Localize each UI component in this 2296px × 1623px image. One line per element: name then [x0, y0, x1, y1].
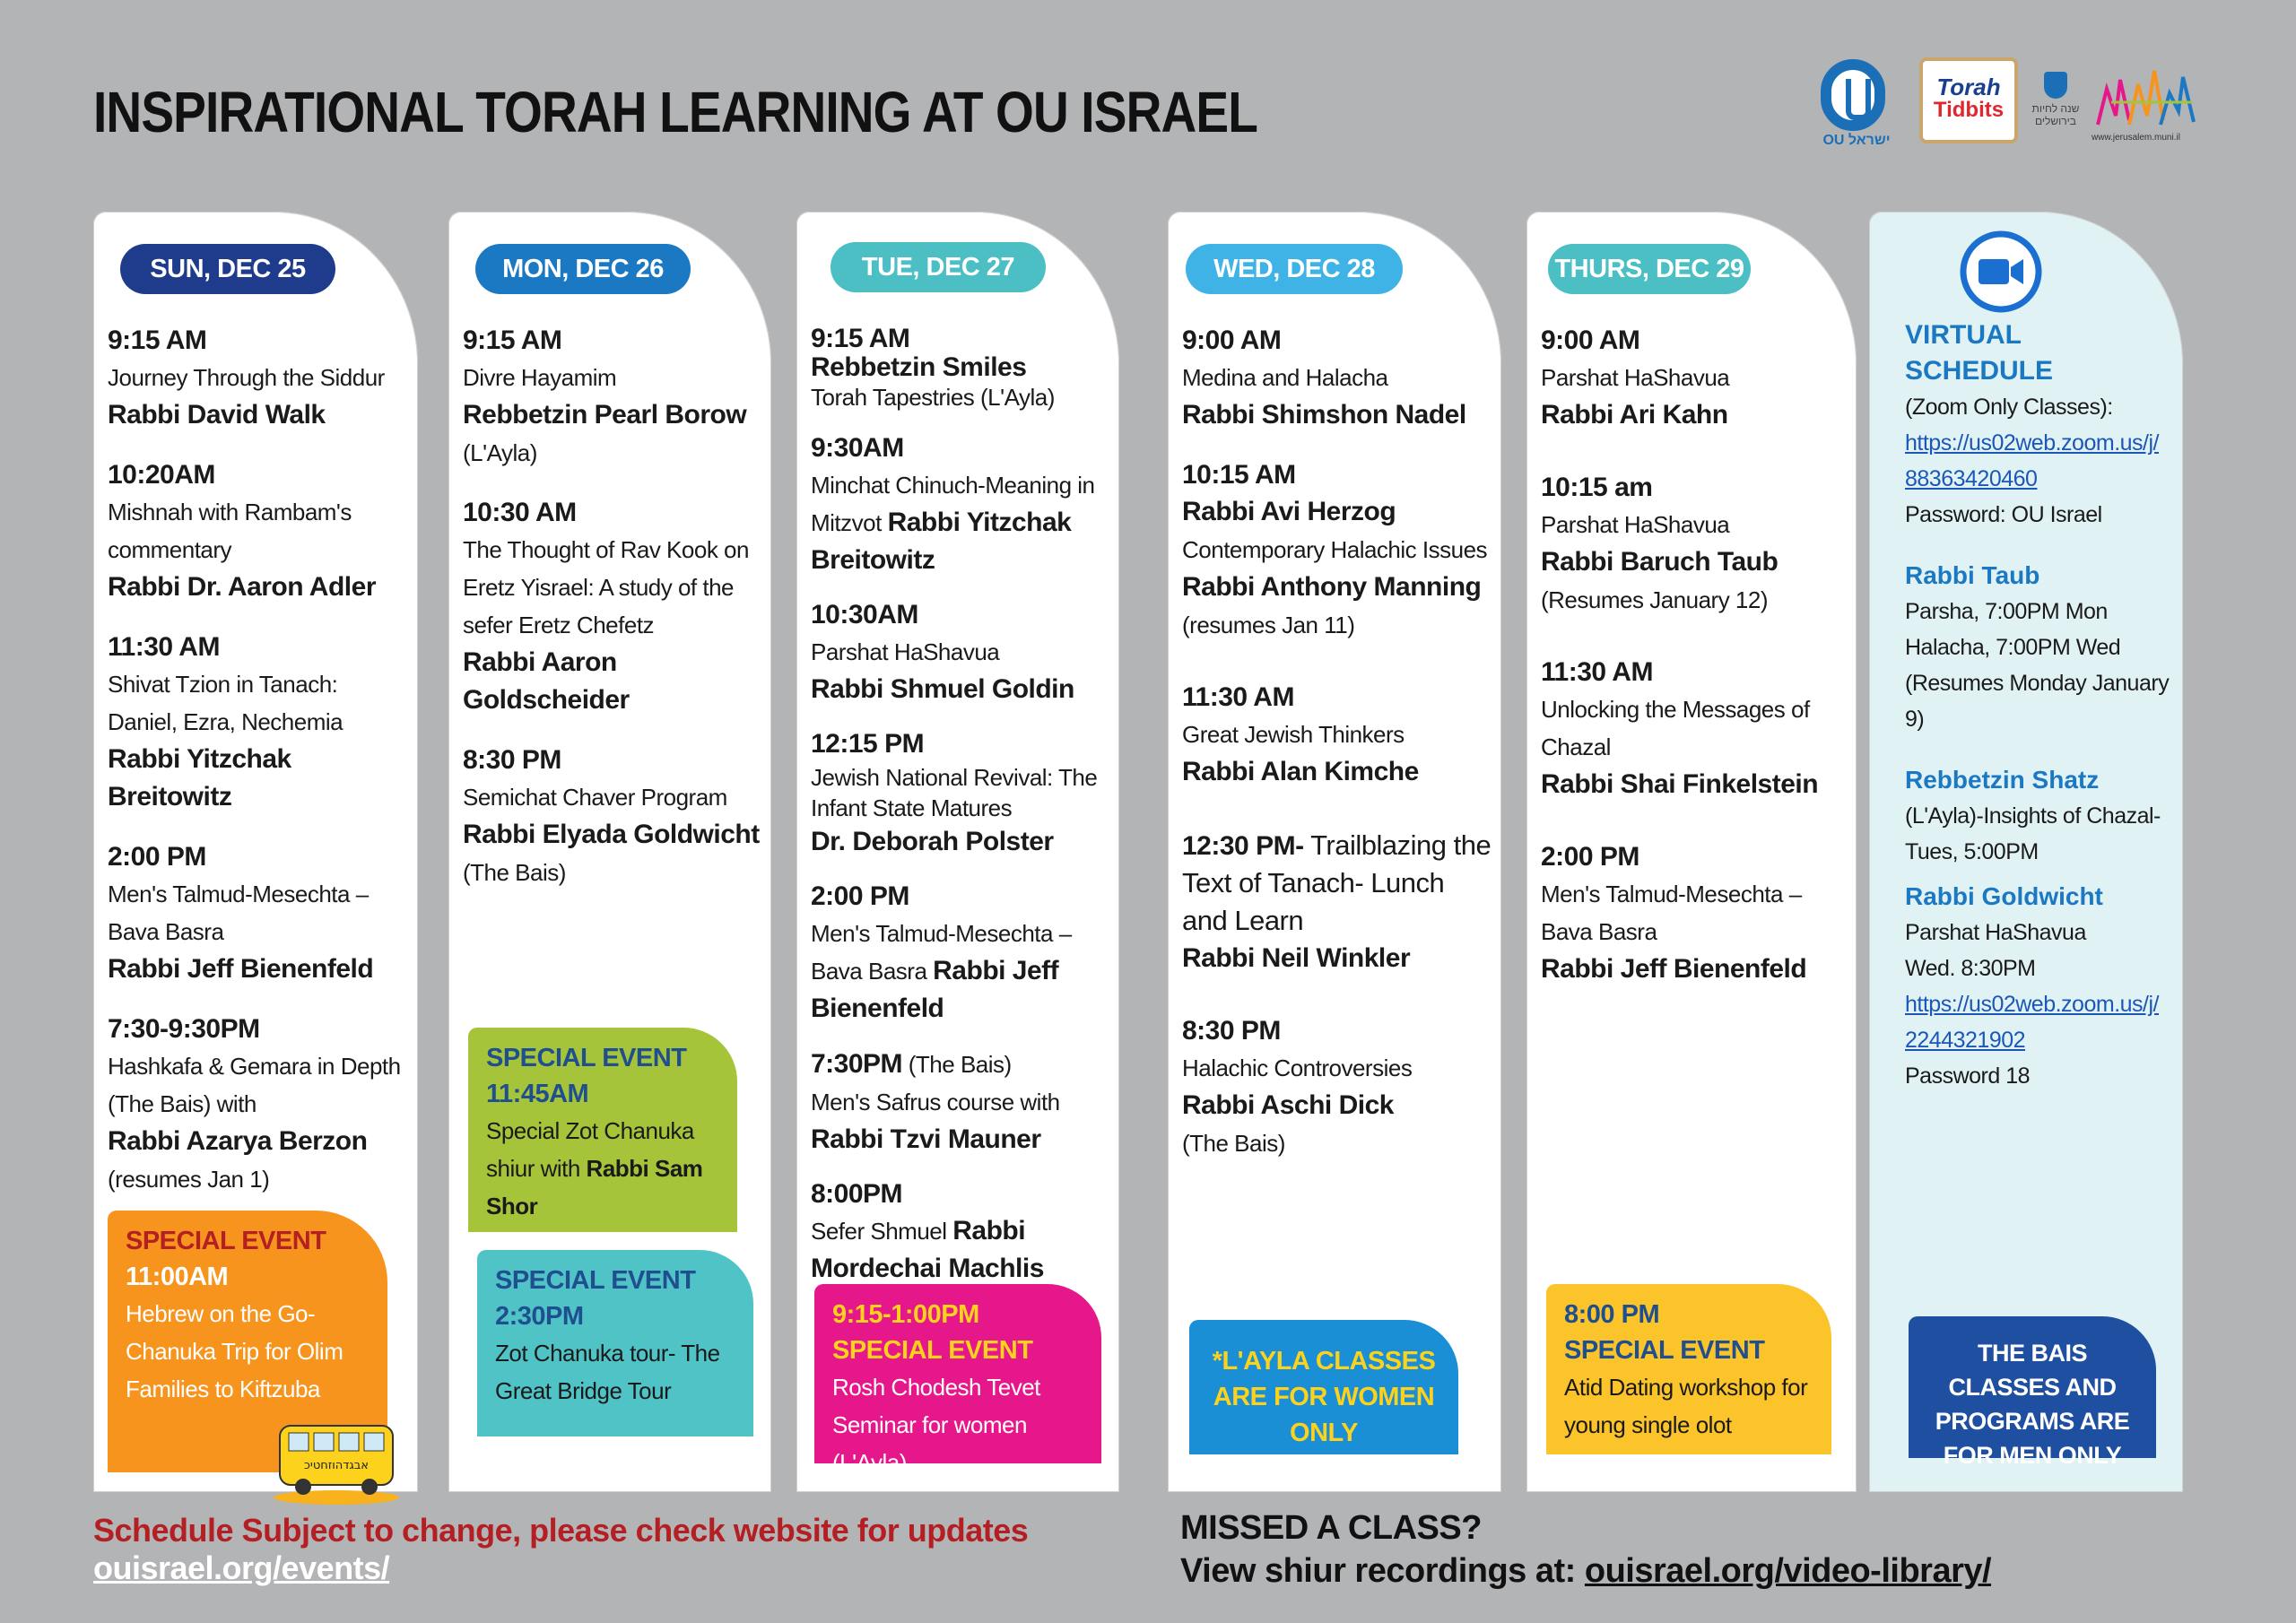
schedule-entry: 8:30 PM Halachic Controversies Rabbi Aschi Dick (The Bais): [1182, 1016, 1413, 1157]
schedule-entry: 9:30AM Minchat Chinuch-Meaning in Mitzvot Rabbi Yitzchak Breitowitz: [811, 433, 1095, 575]
bus-icon: [269, 1408, 404, 1506]
schedule-entry: 2:00 PM Men's Talmud-Mesechta – Bava Basra Rabbi Jeff Bienenfeld: [1541, 842, 1807, 984]
schedule-disclaimer: Schedule Subject to change, please check website for updates: [93, 1512, 1029, 1549]
day-header-tuesday: TUE, DEC 27: [831, 242, 1046, 292]
day-header-sunday: SUN, DEC 25: [120, 244, 335, 294]
schedule-entry: 9:15 AM Rebbetzin Smiles Torah Tapestries (L'Ayla): [811, 324, 1055, 411]
monday-schedule: [463, 323, 762, 915]
schedule-entry: 9:15 AM Journey Through the Siddur Rabbi David Walk: [108, 325, 385, 430]
schedule-entry: 11:30 AM Unlocking the Messages of Chazal Rabbi Shai Finkelstein: [1541, 657, 1819, 799]
schedule-entry: 7:30PM (The Bais) Men's Safrus course with Rabbi Tzvi Mauner: [811, 1049, 1060, 1154]
sunday-schedule: [108, 323, 409, 1221]
video-library-link[interactable]: ouisrael.org/video-library/: [1584, 1552, 1992, 1590]
special-event-sunday: SPECIAL EVENT 11:00AM Hebrew on the Go- Chanuka Trip for Olim Families to Kiftzuba: [108, 1211, 387, 1472]
day-header-thursday: THURS, DEC 29: [1548, 244, 1751, 294]
schedule-entry: 11:30 AM Great Jewish Thinkers Rabbi Alan Kimche: [1182, 682, 1419, 786]
bais-note: THE BAIS CLASSES AND PROGRAMS ARE FOR MEN ONLY: [1909, 1316, 2156, 1458]
zoom-classes-block: VIRTUAL SCHEDULE (Zoom Only Classes): https://us02web.zoom.us/j/88363420460 Password: OU Israel: [1905, 317, 2170, 533]
wednesday-schedule: [1182, 323, 1492, 1185]
schedule-entry: 9:00 AM Parshat HaShavua Rabbi Ari Kahn: [1541, 325, 1730, 430]
schedule-entry: 10:30AM Parshat HaShavua Rabbi Shmuel Goldin: [811, 600, 1074, 704]
schedule-entry: 11:30 AM Shivat Tzion in Tanach: Daniel, Ezra, Nechemia Rabbi Yitzchak Breitowitz: [108, 632, 344, 812]
rabbi-goldwicht-block: Rabbi Goldwicht Parshat HaShavua Wed. 8:30PM https://us02web.zoom.us/j/2244321902 Password 18: [1905, 879, 2170, 1094]
tuesday-schedule: [811, 325, 1110, 1311]
tuesday-column: [796, 212, 1119, 1492]
bus-label: אבגדהוזחטיכ: [304, 1459, 369, 1472]
thursday-column: [1526, 212, 1857, 1492]
schedule-entry: 2:00 PM Men's Talmud-Mesechta – Bava Basra Rabbi Jeff Bienenfeld: [108, 842, 374, 984]
schedule-entry: 9:15 AM Divre Hayamim Rebbetzin Pearl Borow (L'Ayla): [463, 325, 747, 466]
schedule-entry: 10:15 AM Rabbi Avi Herzog Contemporary Halachic Issues Rabbi Anthony Manning (resumes Jan 11): [1182, 460, 1488, 638]
jerusalem-municipality-logo: שנה לחיות בירושלים www.jerusalem.muni.il: [2029, 66, 2208, 147]
zoom-video-icon: [1959, 230, 2043, 314]
page-title: INSPIRATIONAL TORAH LEARNING AT OU ISRAEL: [93, 80, 1257, 144]
schedule-entry: 8:30 PM Semichat Chaver Program Rabbi Elyada Goldwicht (The Bais): [463, 745, 760, 886]
day-header-wednesday: WED, DEC 28: [1186, 244, 1403, 294]
virtual-schedule: [1905, 317, 2170, 1119]
sponsor-logos: [1821, 52, 2215, 151]
virtual-schedule-column: [1869, 212, 2183, 1492]
missed-class-notice: MISSED A CLASS? View shiur recordings at: ouisrael.org/video-library/: [1180, 1509, 1992, 1590]
sunday-column: [93, 212, 418, 1492]
schedule-entry: 10:30 AM The Thought of Rav Kook on Eretz Yisrael: A study of the sefer Eretz Chefetz Rabbi Aaron Goldscheider: [463, 498, 749, 715]
layla-note: *L'AYLA CLASSES ARE FOR WOMEN ONLY: [1189, 1320, 1458, 1454]
zoom-link-1[interactable]: https://us02web.zoom.us/j/88363420460: [1905, 430, 2159, 491]
day-header-monday: MON, DEC 26: [475, 244, 691, 294]
thursday-schedule: [1541, 323, 1848, 1011]
schedule-entry: 7:30-9:30PM Hashkafa & Gemara in Depth (The Bais) with Rabbi Azarya Berzon (resumes Jan 1): [108, 1014, 401, 1193]
schedule-entry: 9:00 AM Medina and Halacha Rabbi Shimshon Nadel: [1182, 325, 1466, 430]
rebbetzin-shatz-block: Rebbetzin Shatz (L'Ayla)-Insights of Chazal- Tues, 5:00PM: [1905, 766, 2161, 864]
special-event-tuesday: 9:15-1:00PM SPECIAL EVENT Rosh Chodesh Tevet Seminar for women (L'Ayla): [814, 1284, 1101, 1463]
schedule-entry: 12:15 PM Jewish National Revival: The Infant State Matures Dr. Deborah Polster: [811, 729, 1098, 856]
wednesday-column: [1168, 212, 1501, 1492]
rabbi-taub-block: Rabbi Taub Parsha, 7:00PM Mon Halacha, 7:00PM Wed (Resumes Monday January 9): [1905, 561, 2170, 732]
schedule-entry: 10:20AM Mishnah with Rambam's commentary Rabbi Dr. Aaron Adler: [108, 460, 376, 602]
special-event-thursday: 8:00 PM SPECIAL EVENT Atid Dating workshop for young single olot: [1546, 1284, 1831, 1454]
jerusalem-art-icon: [2093, 66, 2201, 129]
zoom-link-2[interactable]: https://us02web.zoom.us/j/2244321902: [1905, 992, 2159, 1053]
schedule-entry: 12:30 PM- Trailblazing the Text of Tanach- Lunch and Learn Rabbi Neil Winkler: [1182, 829, 1492, 973]
ou-israel-logo: OU ישראל: [1821, 59, 1892, 149]
jerusalem-emblem-icon: [2044, 72, 2067, 99]
special-event-monday-2: SPECIAL EVENT 2:30PM Zot Chanuka tour- The Great Bridge Tour: [477, 1250, 753, 1436]
schedule-entry: 10:15 am Parshat HaShavua Rabbi Baruch Taub (Resumes January 12): [1541, 473, 1779, 613]
events-link[interactable]: ouisrael.org/events/: [93, 1549, 390, 1586]
monday-column: [448, 212, 771, 1492]
special-event-monday-1: SPECIAL EVENT 11:45AM Special Zot Chanuka shiur with Rabbi Sam Shor: [468, 1028, 737, 1232]
schedule-entry: 2:00 PM Men's Talmud-Mesechta – Bava Basra Rabbi Jeff Bienenfeld: [811, 881, 1072, 1023]
torah-tidbits-logo: Torah Tidbits: [1919, 57, 2018, 143]
schedule-entry: 8:00PM Sefer Shmuel Rabbi Mordechai Machlis: [811, 1179, 1044, 1283]
